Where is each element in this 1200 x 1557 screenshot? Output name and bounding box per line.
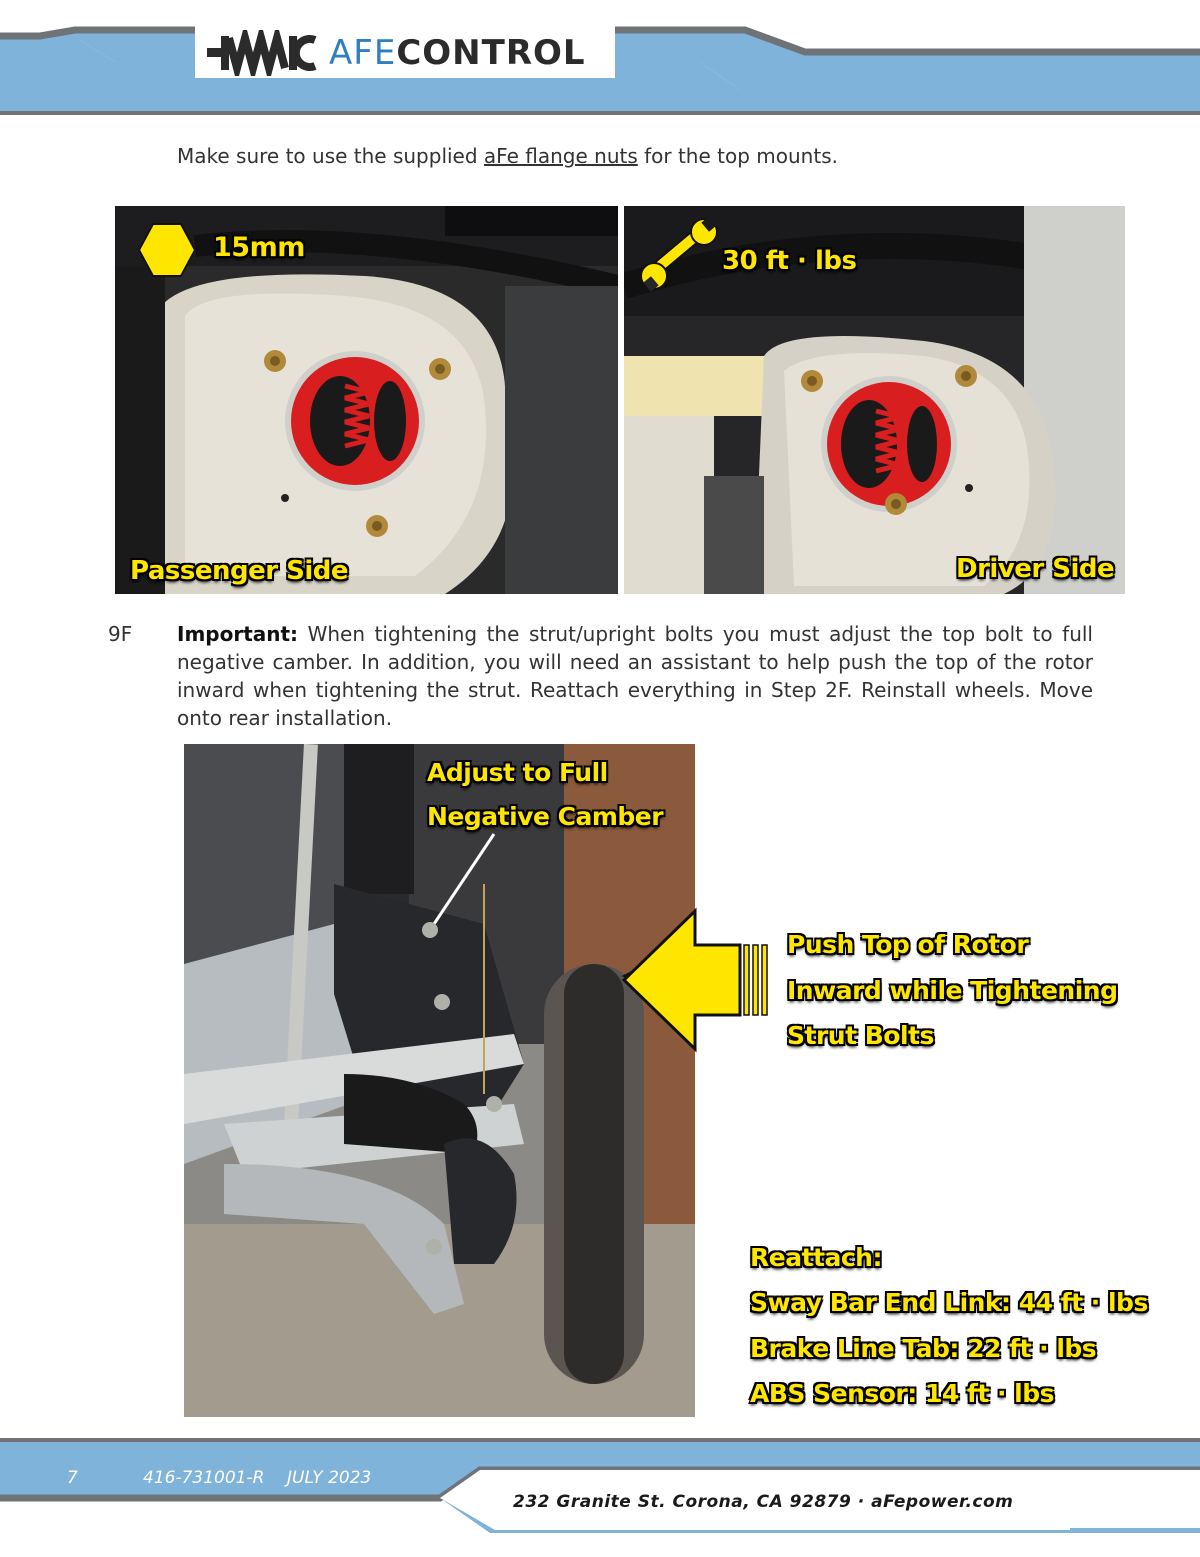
push-label-line3: Strut Bolts (787, 1021, 934, 1050)
page-header (0, 0, 1200, 115)
torque-label: 30 ft · lbs (722, 246, 857, 276)
push-label-line1: Push Top of Rotor (787, 930, 1029, 959)
passenger-top-mount-image (115, 206, 618, 594)
passenger-side-label: Passenger Side (130, 556, 348, 586)
reattach-item-brake-line: Brake Line Tab: 22 ft · lbs (750, 1334, 1097, 1363)
brand-name (329, 30, 586, 76)
step-body: When tightening the strut/upright bolts you must adjust the top bolt to full negative camber. In addition, you will need an assistant to help push the top of the rotor inward when tightening the strut. Reattach everything in Step 2F. Reinstall wheels. Move onto rear installation. (177, 622, 1093, 730)
camber-label-line2: Negative Camber (427, 802, 664, 831)
intro-after: for the top mounts. (637, 144, 838, 168)
part-number: 416-731001-R (143, 1468, 265, 1488)
push-label-line2: Inward while Tightening (787, 976, 1118, 1005)
reattach-item-abs-sensor: ABS Sensor: 14 ft · lbs (750, 1379, 1055, 1408)
reattach-title: Reattach: (750, 1243, 882, 1272)
revision-date: JULY 2023 (287, 1468, 372, 1488)
driver-top-mount-image (624, 206, 1125, 594)
intro-before: Make sure to use the supplied (177, 144, 484, 168)
header-band (0, 0, 1200, 115)
step-instructions (177, 620, 1093, 732)
intro-text (177, 144, 838, 168)
flange-nuts-link: aFe flange nuts (483, 144, 638, 168)
passenger-side-photo (115, 206, 618, 594)
camber-label-line1: Adjust to Full (427, 758, 608, 787)
brand-suffix: CONTROL (396, 33, 586, 73)
step-number: 9F (108, 622, 133, 646)
coilover-logo-icon (207, 30, 319, 76)
brand-prefix: AFE (329, 33, 397, 73)
page-number: 7 (67, 1468, 78, 1488)
push-arrow-icon (620, 905, 770, 1055)
front-strut-photo (184, 744, 695, 1417)
strut-knuckle-image (184, 744, 695, 1417)
step-important-lead: Important: (177, 622, 299, 646)
company-address: 232 Granite St. Corona, CA 92879 · aFepower.com (513, 1492, 1014, 1512)
driver-side-photo (624, 206, 1125, 594)
driver-side-label: Driver Side (956, 554, 1115, 584)
socket-size-label: 15mm (213, 232, 305, 263)
brand-logo (207, 30, 586, 76)
reattach-item-sway-bar: Sway Bar End Link: 44 ft · lbs (750, 1288, 1148, 1317)
